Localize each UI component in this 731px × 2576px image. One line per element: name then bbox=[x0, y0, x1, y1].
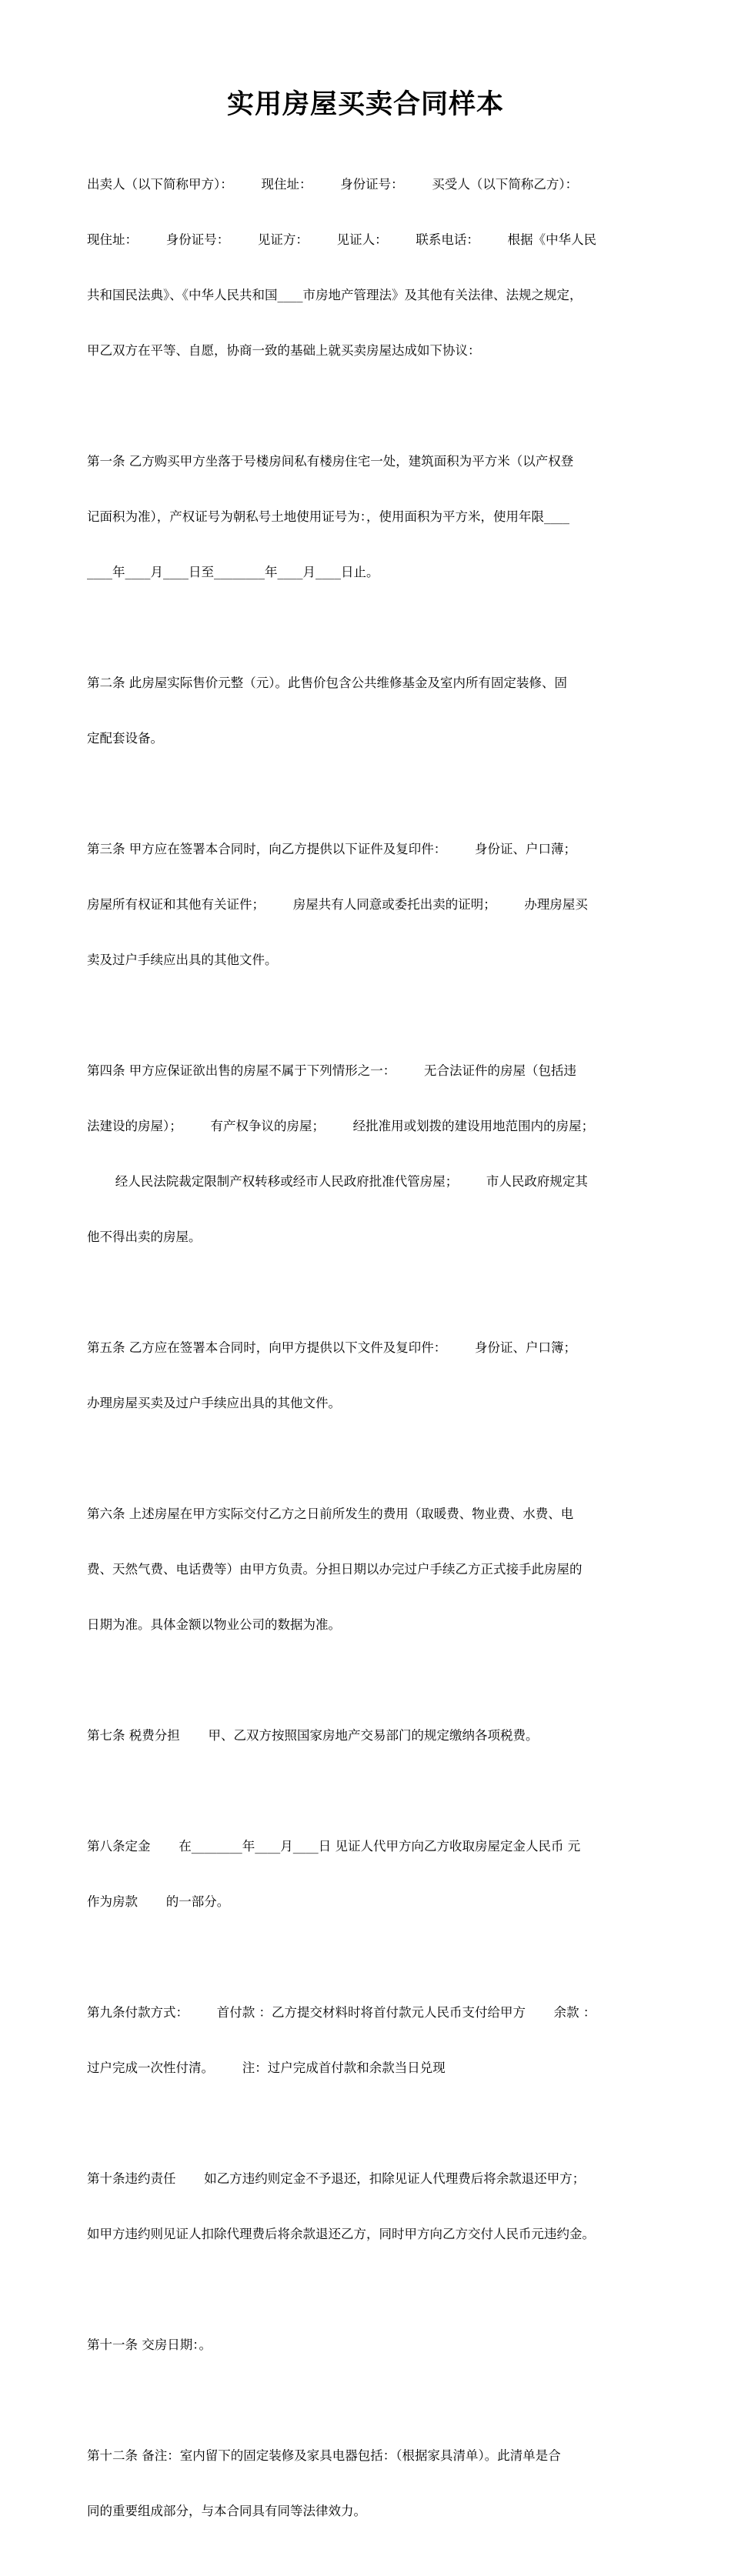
paragraph-line: 第十二条 备注：室内留下的固定装修及家具电器包括：（根据家具清单）。此清单是合 bbox=[87, 2448, 561, 2463]
clause-2 bbox=[87, 637, 656, 785]
paragraph-line: 第七条 税费分担 甲、乙双方按照国家房地产交易部门的规定缴纳各项税费。 bbox=[87, 1728, 539, 1743]
paragraph-line: 办理房屋买卖及过户手续应出具的其他文件。 bbox=[87, 1396, 341, 1410]
paragraph-line: 第九条付款方式： 首付款 ：乙方提交材料时将首付款元人民币支付给甲方 余款 ： bbox=[87, 2005, 596, 2020]
document-body bbox=[87, 138, 656, 2576]
paragraph-line: 第一条 乙方购买甲方坐落于号楼房间私有楼房住宅一处，建筑面积为平方米（以产权登 bbox=[87, 454, 574, 469]
clause-10 bbox=[87, 2133, 656, 2281]
clause-12 bbox=[87, 2410, 656, 2558]
clause-5 bbox=[87, 1302, 656, 1450]
paragraph-line: 第四条 甲方应保证欲出售的房屋不属于下列情形之一： 无合法证件的房屋（包括违 bbox=[87, 1063, 576, 1078]
document-title: 实用房屋买卖合同样本 bbox=[226, 88, 504, 120]
paragraph-line: 房屋所有权证和其他有关证件； 房屋共有人同意或委托出卖的证明； 办理房屋买 bbox=[87, 897, 588, 912]
clause-8 bbox=[87, 1800, 656, 1948]
paragraph-line: 出卖人（以下简称甲方）： 现住址： 身份证号： 买受人（以下简称乙方）： bbox=[87, 177, 579, 192]
paragraph-line: 第五条 乙方应在签署本合同时，向甲方提供以下文件及复印件： 身份证、户口簿； bbox=[87, 1340, 576, 1355]
paragraph-parties bbox=[87, 138, 656, 397]
paragraph-line: ____年____月____日至________年____月____日止。 bbox=[87, 565, 379, 579]
clause-11 bbox=[87, 2299, 656, 2391]
paragraph-line: 法建设的房屋）； 有产权争议的房屋； 经批准用或划拨的建设用地范围内的房屋； bbox=[87, 1119, 595, 1133]
clause-3 bbox=[87, 803, 656, 1006]
paragraph-line: 第二条 此房屋实际售价元整（元）。此售价包含公共维修基金及室内所有固定装修、固 bbox=[87, 676, 567, 690]
clause-6 bbox=[87, 1468, 656, 1671]
paragraph-line: 定配套设备。 bbox=[87, 731, 163, 746]
paragraph-line: 卖及过户手续应出具的其他文件。 bbox=[87, 953, 278, 967]
paragraph-line: 共和国民法典》、《中华人民共和国____市房地产管理法》及其他有关法律、法规之规定， bbox=[87, 288, 582, 302]
paragraph-line: 记面积为准），产权证号为朝私号土地使用证号为：，使用面积为平方米，使用年限____ bbox=[87, 509, 569, 524]
paragraph-line: 第六条 上述房屋在甲方实际交付乙方之日前所发生的费用（取暖费、物业费、水费、电 bbox=[87, 1507, 574, 1521]
paragraph-line: 甲乙双方在平等、自愿，协商一致的基础上就买卖房屋达成如下协议： bbox=[87, 343, 481, 358]
paragraph-line: 同的重要组成部分，与本合同具有同等法律效力。 bbox=[87, 2504, 366, 2518]
paragraph-line: 第十一条 交房日期：。 bbox=[87, 2337, 212, 2352]
paragraph-line: 日期为准。具体金额以物业公司的数据为准。 bbox=[87, 1617, 341, 1632]
paragraph-line: 第八条定金 在________年____月____日 见证人代甲方向乙方收取房屋定金人民币 元 bbox=[87, 1839, 581, 1854]
paragraph-line: 过户完成一次性付清。 注：过户完成首付款和余款当日兑现 bbox=[87, 2060, 446, 2075]
paragraph-line: 第三条 甲方应在签署本合同时，向乙方提供以下证件及复印件： 身份证、户口薄； bbox=[87, 842, 576, 856]
paragraph-line: 他不得出卖的房屋。 bbox=[87, 1230, 202, 1244]
paragraph-line: 作为房款 的一部分。 bbox=[87, 1894, 230, 1909]
paragraph-line: 经人民法院裁定限制产权转移或经市人民政府批准代管房屋； 市人民政府规定其 bbox=[87, 1174, 588, 1189]
clause-9 bbox=[87, 1967, 656, 2114]
clause-1 bbox=[87, 415, 656, 619]
paragraph-line: 现住址： 身份证号： 见证方： 见证人： 联系电话： 根据《中华人民 bbox=[87, 232, 597, 247]
clause-7 bbox=[87, 1690, 656, 1782]
clause-4 bbox=[87, 1025, 656, 1283]
paragraph-line: 如甲方违约则见证人扣除代理费后将余款退还乙方，同时甲方向乙方交付人民币元违约金。 bbox=[87, 2227, 595, 2241]
paragraph-line: 第十条违约责任 如乙方违约则定金不予退还，扣除见证人代理费后将余款退还甲方； bbox=[87, 2171, 586, 2186]
paragraph-line: 费、天然气费、电话费等）由甲方负责。分担日期以办完过户手续乙方正式接手此房屋的 bbox=[87, 1562, 582, 1577]
